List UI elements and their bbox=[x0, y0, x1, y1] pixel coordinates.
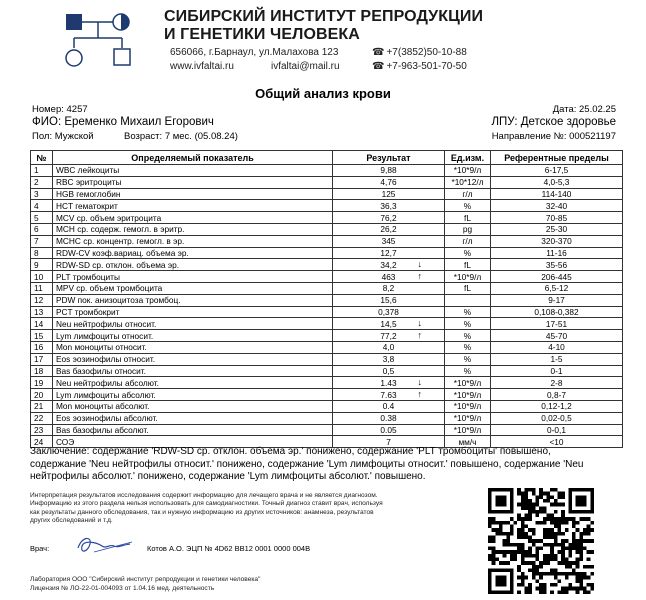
order-number: Номер: 4257 bbox=[32, 104, 88, 115]
table-row bbox=[31, 188, 623, 200]
row-result bbox=[333, 365, 445, 377]
phone-1 bbox=[372, 47, 467, 58]
table-row bbox=[31, 318, 623, 330]
clinic-name: ЛПУ: Детское здоровье bbox=[491, 116, 616, 128]
phone-1-text: +7(3852)50-10-88 bbox=[386, 47, 467, 58]
table-row bbox=[31, 424, 623, 436]
row-reference: 11-16 bbox=[491, 247, 623, 259]
conclusion-line: содержание 'Neu нейтрофилы относит.' понижено, содержание 'Lym лимфоциты относит.' повышено, содержание 'Neu bbox=[30, 458, 584, 470]
row-num: 6 bbox=[31, 223, 53, 235]
table-row bbox=[31, 341, 623, 353]
row-indicator-name: Bas базофилы абсолют. bbox=[53, 424, 333, 436]
row-unit: fL bbox=[445, 212, 491, 224]
row-unit: % bbox=[445, 306, 491, 318]
phone-2 bbox=[372, 61, 467, 72]
row-reference: 0,108-0,382 bbox=[491, 306, 623, 318]
row-unit: г/л bbox=[445, 235, 491, 247]
table-row bbox=[31, 235, 623, 247]
table-row bbox=[31, 400, 623, 412]
row-unit: *10*9/л bbox=[445, 400, 491, 412]
address: 656066, г.Барнаул, ул.Малахова 123 bbox=[170, 47, 339, 58]
referral-number: Направление №: 000521197 bbox=[491, 131, 616, 142]
row-unit: % bbox=[445, 330, 491, 342]
table-row bbox=[31, 223, 623, 235]
row-indicator-name: PLT тромбоциты bbox=[53, 271, 333, 283]
row-result bbox=[333, 318, 445, 330]
row-indicator-name: PCT тромбокрит bbox=[53, 306, 333, 318]
result-value: 0.4 bbox=[382, 401, 395, 412]
table-row bbox=[31, 353, 623, 365]
result-value: 34,2 bbox=[380, 259, 397, 270]
doctor-label: Врач: bbox=[30, 544, 50, 553]
row-unit: *10*9/л bbox=[445, 165, 491, 177]
header-num: № bbox=[31, 151, 53, 165]
result-value: 345 bbox=[381, 236, 396, 247]
table-row bbox=[31, 377, 623, 389]
row-num: 1 bbox=[31, 165, 53, 177]
table-row bbox=[31, 200, 623, 212]
row-reference: 45-70 bbox=[491, 330, 623, 342]
phone-icon: ☎ bbox=[372, 61, 385, 72]
row-num: 18 bbox=[31, 365, 53, 377]
row-reference: 0-0,1 bbox=[491, 424, 623, 436]
row-reference: 0,02-0,5 bbox=[491, 412, 623, 424]
row-unit: г/л bbox=[445, 188, 491, 200]
row-indicator-name: Eos эозинофилы относит. bbox=[53, 353, 333, 365]
row-result bbox=[333, 400, 445, 412]
row-result bbox=[333, 353, 445, 365]
email-link[interactable]: ivfaltai@mail.ru bbox=[271, 61, 340, 72]
row-indicator-name: HGB гемоглобин bbox=[53, 188, 333, 200]
row-indicator-name: Eos эозинофилы абсолют. bbox=[53, 412, 333, 424]
table-row bbox=[31, 176, 623, 188]
row-num: 9 bbox=[31, 259, 53, 271]
table-row bbox=[31, 365, 623, 377]
row-num: 20 bbox=[31, 389, 53, 401]
result-value: 3,8 bbox=[382, 354, 395, 365]
header-ref: Референтные пределы bbox=[491, 151, 623, 165]
result-value: 0,378 bbox=[378, 306, 399, 317]
result-value: 0.05 bbox=[380, 424, 397, 435]
result-value: 7.63 bbox=[380, 389, 397, 400]
row-num: 14 bbox=[31, 318, 53, 330]
document-title: Общий анализ крови bbox=[255, 86, 391, 101]
conclusion-line: Заключение: содержание 'RDW-SD ср. отклон. объема эр.' понижено, содержание 'PLT тромбоциты' повышено, bbox=[30, 446, 551, 457]
row-reference: 4,0-5,3 bbox=[491, 176, 623, 188]
row-result bbox=[333, 294, 445, 306]
result-value: 12,7 bbox=[380, 247, 397, 258]
row-indicator-name: HCT гематокрит bbox=[53, 200, 333, 212]
result-value: 7 bbox=[386, 436, 391, 447]
result-value: 76,2 bbox=[380, 212, 397, 223]
row-unit: % bbox=[445, 341, 491, 353]
row-result bbox=[333, 223, 445, 235]
row-reference: 206-445 bbox=[491, 271, 623, 283]
row-num: 13 bbox=[31, 306, 53, 318]
row-reference: 6,5-12 bbox=[491, 282, 623, 294]
header-name: Определяемый показатель bbox=[53, 151, 333, 165]
doctor-name: Котов А.О. ЭЦП № 4D62 BB12 0001 0000 004B bbox=[147, 544, 311, 553]
row-result bbox=[333, 200, 445, 212]
arrow-up-icon: ↑ bbox=[417, 389, 422, 400]
arrow-up-icon: ↑ bbox=[417, 330, 422, 341]
qr-code-icon[interactable] bbox=[488, 488, 594, 594]
row-unit: % bbox=[445, 353, 491, 365]
row-num: 21 bbox=[31, 400, 53, 412]
arrow-down-icon: ↓ bbox=[417, 259, 422, 270]
row-unit: % bbox=[445, 247, 491, 259]
institute-name bbox=[164, 8, 483, 44]
row-reference: 2-8 bbox=[491, 377, 623, 389]
row-result bbox=[333, 412, 445, 424]
table-row bbox=[31, 165, 623, 177]
result-value: 8,2 bbox=[382, 283, 395, 294]
row-result bbox=[333, 377, 445, 389]
row-unit: % bbox=[445, 200, 491, 212]
footer-line: Лицензия № ЛО-22-01-004093 от 1.04.16 мед. деятельность bbox=[30, 584, 215, 592]
result-value: 4,0 bbox=[382, 342, 395, 353]
row-result bbox=[333, 424, 445, 436]
phone-2-text: +7-963-501-70-50 bbox=[386, 61, 467, 72]
result-value: 77,2 bbox=[380, 330, 397, 341]
row-reference: 35-56 bbox=[491, 259, 623, 271]
table-row bbox=[31, 212, 623, 224]
table-row bbox=[31, 412, 623, 424]
arrow-down-icon: ↓ bbox=[417, 377, 422, 388]
conclusion-line: нейтрофилы абсолют.' понижено, содержание 'Lym лимфоциты абсолют.' повышено. bbox=[30, 471, 426, 482]
result-value: 0.38 bbox=[380, 413, 397, 424]
row-num: 4 bbox=[31, 200, 53, 212]
signature-icon bbox=[72, 532, 142, 558]
table-row bbox=[31, 389, 623, 401]
row-indicator-name: СОЭ bbox=[53, 436, 333, 448]
row-unit: fL bbox=[445, 259, 491, 271]
row-indicator-name: Lym лимфоциты абсолют. bbox=[53, 389, 333, 401]
phone-icon: ☎ bbox=[372, 47, 385, 58]
table-row bbox=[31, 247, 623, 259]
row-unit: % bbox=[445, 318, 491, 330]
row-indicator-name: RBC эритроциты bbox=[53, 176, 333, 188]
row-result bbox=[333, 271, 445, 283]
row-result bbox=[333, 330, 445, 342]
row-indicator-name: WBC лейкоциты bbox=[53, 165, 333, 177]
row-unit: мм/ч bbox=[445, 436, 491, 448]
row-num: 23 bbox=[31, 424, 53, 436]
row-indicator-name: PDW пок. анизоцитоза тромбоц. bbox=[53, 294, 333, 306]
row-num: 3 bbox=[31, 188, 53, 200]
table-row bbox=[31, 306, 623, 318]
row-result bbox=[333, 306, 445, 318]
row-result bbox=[333, 389, 445, 401]
row-reference: 32-40 bbox=[491, 200, 623, 212]
institute-name-line1: СИБИРСКИЙ ИНСТИТУТ РЕПРОДУКЦИИ bbox=[164, 8, 484, 25]
row-result bbox=[333, 282, 445, 294]
result-value: 9,88 bbox=[380, 165, 397, 176]
row-indicator-name: MCHC ср. концентр. гемогл. в эр. bbox=[53, 235, 333, 247]
table-header-row bbox=[31, 151, 623, 165]
row-indicator-name: MCV ср. объем эритроцита bbox=[53, 212, 333, 224]
row-indicator-name: Mon моноциты относит. bbox=[53, 341, 333, 353]
row-unit: *10*9/л bbox=[445, 271, 491, 283]
row-num: 19 bbox=[31, 377, 53, 389]
header-unit: Ед.изм. bbox=[445, 151, 491, 165]
row-num: 15 bbox=[31, 330, 53, 342]
table-row bbox=[31, 282, 623, 294]
row-num: 11 bbox=[31, 282, 53, 294]
row-reference: 17-51 bbox=[491, 318, 623, 330]
result-value: 463 bbox=[381, 271, 396, 282]
row-num: 5 bbox=[31, 212, 53, 224]
row-reference: 6-17,5 bbox=[491, 165, 623, 177]
row-unit: *10*9/л bbox=[445, 424, 491, 436]
arrow-down-icon: ↓ bbox=[417, 318, 422, 329]
note-line: как результаты данного обследования, так и нужную информацию из других источников: анамнеза, результатов bbox=[30, 508, 374, 516]
row-num: 22 bbox=[31, 412, 53, 424]
header-result: Результат bbox=[333, 151, 445, 165]
row-indicator-name: MCH ср. содерж. гемогл. в эритр. bbox=[53, 223, 333, 235]
row-unit: *10*9/л bbox=[445, 412, 491, 424]
result-value: 1.43 bbox=[380, 377, 397, 388]
row-reference: 1-5 bbox=[491, 353, 623, 365]
table-row bbox=[31, 271, 623, 283]
patient-age: Возраст: 7 мес. (05.08.24) bbox=[124, 131, 238, 142]
note-line: Информацию из этого раздела нельзя использовать для самодиагностики. Точный диагноз ставит врач, используя bbox=[30, 500, 383, 508]
row-result bbox=[333, 341, 445, 353]
table-row bbox=[31, 259, 623, 271]
patient-sex: Пол: Мужской bbox=[32, 131, 94, 142]
interpretation-note bbox=[30, 492, 480, 525]
row-indicator-name: MPV ср. объем тромбоцита bbox=[53, 282, 333, 294]
result-value: 14,5 bbox=[380, 318, 397, 329]
row-unit: *10*9/л bbox=[445, 389, 491, 401]
result-value: 26,2 bbox=[380, 224, 397, 235]
result-value: 36,3 bbox=[380, 200, 397, 211]
conclusion bbox=[30, 446, 630, 484]
row-reference: 25-30 bbox=[491, 223, 623, 235]
row-unit bbox=[445, 294, 491, 306]
row-indicator-name: RDW-CV коэф.вариац. объема эр. bbox=[53, 247, 333, 259]
result-value: 15,6 bbox=[380, 295, 397, 306]
arrow-up-icon: ↑ bbox=[417, 271, 422, 282]
patient-name: ФИО: Еременко Михаил Егорович bbox=[32, 116, 214, 128]
row-num: 10 bbox=[31, 271, 53, 283]
row-reference: 0,8-7 bbox=[491, 389, 623, 401]
row-unit: % bbox=[445, 365, 491, 377]
website-link[interactable]: www.ivfaltai.ru bbox=[170, 61, 234, 72]
row-result bbox=[333, 247, 445, 259]
footer-line: Лаборатория ООО "Сибирский институт репродукции и генетики человека" bbox=[30, 576, 261, 583]
row-num: 12 bbox=[31, 294, 53, 306]
row-reference: 70-85 bbox=[491, 212, 623, 224]
note-line: Интерпретация результатов исследования содержит информацию для лечащего врача и не является диагнозом. bbox=[30, 492, 378, 499]
table-row bbox=[31, 330, 623, 342]
row-result bbox=[333, 176, 445, 188]
result-value: 0,5 bbox=[382, 365, 395, 376]
lab-footer bbox=[30, 576, 260, 593]
row-reference: 9-17 bbox=[491, 294, 623, 306]
row-reference: 114-140 bbox=[491, 188, 623, 200]
row-num: 16 bbox=[31, 341, 53, 353]
result-value: 4,76 bbox=[380, 177, 397, 188]
results-table bbox=[30, 150, 623, 448]
row-result bbox=[333, 212, 445, 224]
row-indicator-name: Neu нейтрофилы абсолют. bbox=[53, 377, 333, 389]
row-reference: 320-370 bbox=[491, 235, 623, 247]
result-value: 125 bbox=[381, 188, 396, 199]
row-indicator-name: Bas базофилы относит. bbox=[53, 365, 333, 377]
row-result bbox=[333, 188, 445, 200]
note-line: других обследований и т.д. bbox=[30, 516, 113, 524]
row-num: 7 bbox=[31, 235, 53, 247]
institute-name-line2: И ГЕНЕТИКИ ЧЕЛОВЕКА bbox=[164, 26, 360, 43]
row-unit: fL bbox=[445, 282, 491, 294]
row-result bbox=[333, 259, 445, 271]
row-indicator-name: Neu нейтрофилы относит. bbox=[53, 318, 333, 330]
row-reference: <10 bbox=[491, 436, 623, 448]
row-reference: 0,12-1,2 bbox=[491, 400, 623, 412]
row-indicator-name: RDW-SD ср. отклон. объема эр. bbox=[53, 259, 333, 271]
row-unit: *10*9/л bbox=[445, 377, 491, 389]
row-indicator-name: Mon моноциты абсолют. bbox=[53, 400, 333, 412]
document-date: Дата: 25.02.25 bbox=[552, 104, 616, 115]
row-result bbox=[333, 235, 445, 247]
row-reference: 0-1 bbox=[491, 365, 623, 377]
row-num: 24 bbox=[31, 436, 53, 448]
row-num: 17 bbox=[31, 353, 53, 365]
row-reference: 4-10 bbox=[491, 341, 623, 353]
row-indicator-name: Lym лимфоциты относит. bbox=[53, 330, 333, 342]
row-result bbox=[333, 165, 445, 177]
row-unit: *10*12/л bbox=[445, 176, 491, 188]
row-num: 2 bbox=[31, 176, 53, 188]
row-unit: pg bbox=[445, 223, 491, 235]
logo-pedigree-icon bbox=[62, 12, 148, 74]
row-num: 8 bbox=[31, 247, 53, 259]
table-row bbox=[31, 294, 623, 306]
